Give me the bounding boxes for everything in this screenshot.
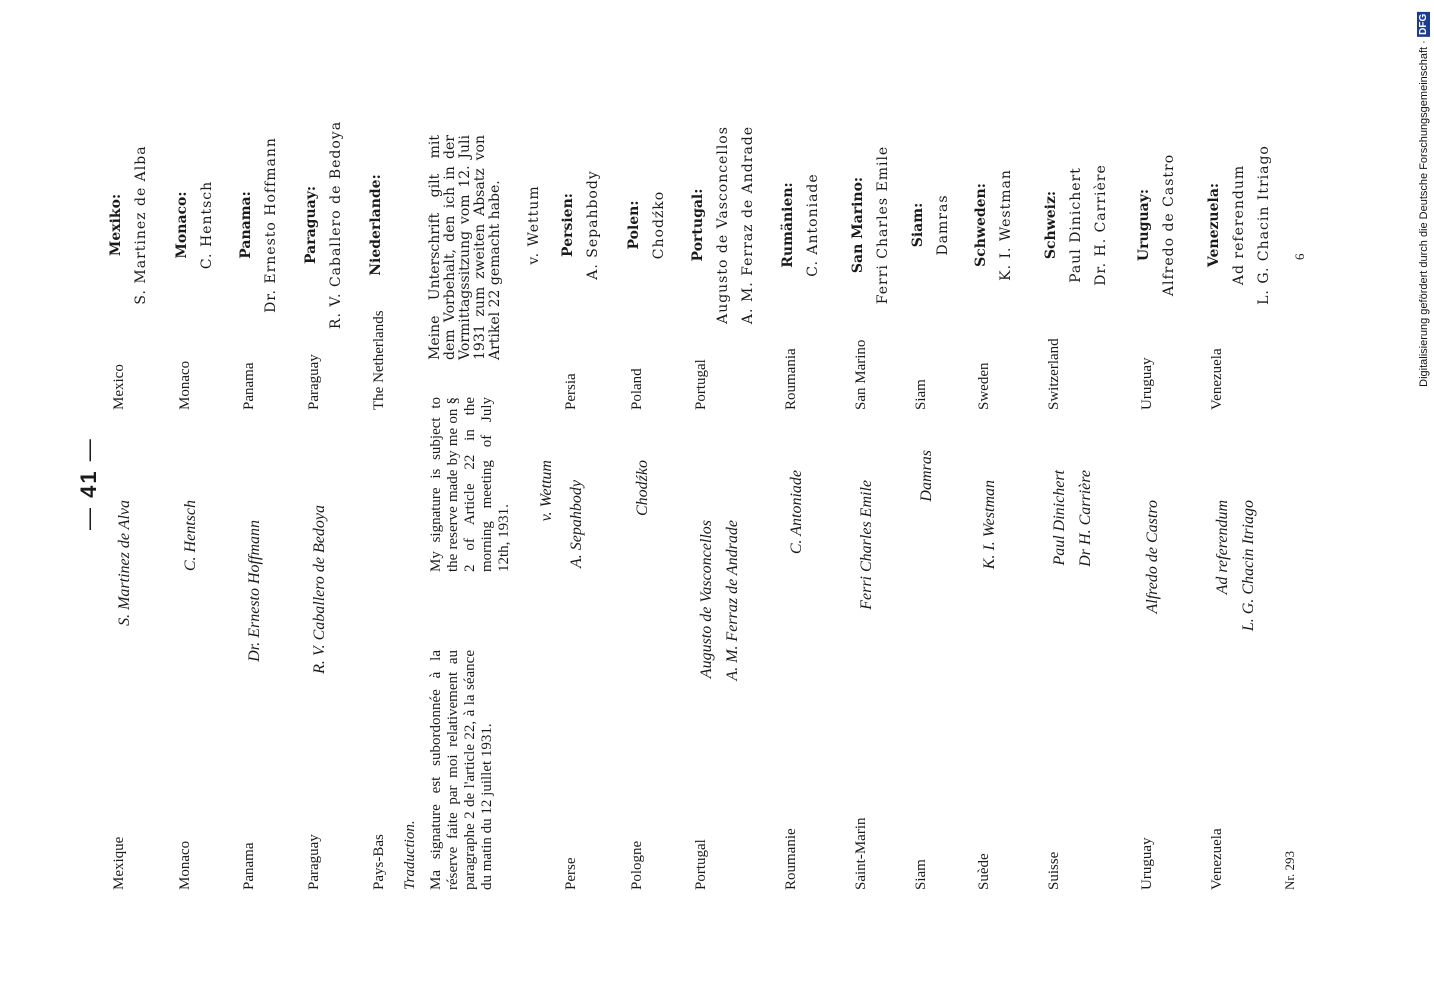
signature-name-de: L. G. Chacin Itriago xyxy=(1256,145,1272,305)
country-fr: Roumanie xyxy=(783,828,799,890)
country-fr: Suède xyxy=(976,853,992,890)
country-fr: Pays-Bas xyxy=(371,834,387,890)
footer-nr: Nr. 293 xyxy=(1282,851,1297,890)
funding-note xyxy=(1417,8,1430,387)
country-de: Portugal: xyxy=(690,188,706,262)
signature-name: R. V. Caballero de Bedoya xyxy=(311,505,328,674)
country-fr: Panama xyxy=(241,842,257,890)
german-column-entry xyxy=(170,120,220,330)
country-en: Portugal xyxy=(693,359,709,410)
country-fr: Venezuela xyxy=(1209,828,1225,890)
signature-name-de: S. Martinez de Alba xyxy=(133,145,149,305)
signature-name-de: Paul Dinichert xyxy=(1068,167,1084,283)
signature-name: C. Hentsch xyxy=(182,500,199,572)
country-de: Siam: xyxy=(910,202,926,248)
country-fr: Portugal xyxy=(693,839,709,890)
country-fr: Perse xyxy=(563,857,579,890)
signature-name-de: v. Wettum xyxy=(526,185,542,265)
signature-name: A. M. Ferraz de Andrade xyxy=(724,520,741,681)
country-de: Schweden: xyxy=(973,183,989,267)
signature-name: Dr. Ernesto Hoffmann xyxy=(246,520,263,662)
german-column-entry xyxy=(234,120,284,330)
country-en: Roumania xyxy=(783,348,799,410)
country-en: Monaco xyxy=(177,360,193,410)
country-de: Schweiz: xyxy=(1043,190,1059,260)
signature-name-de: A. M. Ferraz de Andrade xyxy=(740,125,756,325)
country-de: Venezuela: xyxy=(1206,182,1222,268)
country-en: Panama xyxy=(241,362,257,410)
signature-name-de: Ad referendum xyxy=(1231,164,1247,286)
signature-name: Ad referendum xyxy=(1214,500,1231,595)
signature-name: Ferri Charles Emile xyxy=(858,480,875,610)
german-column-entry xyxy=(522,120,547,330)
country-de: Uruguay: xyxy=(1136,188,1152,262)
country-de: Paraguay: xyxy=(303,186,319,265)
translation-de: Meine Unterschrift gilt mit dem Vorbehalt, den ich in der Vormittagssitzung vom 12. Juli 1931 zum zweiten Absatz von Artikel 22 gemacht habe. xyxy=(427,135,503,360)
country-fr: Monaco xyxy=(177,840,193,890)
german-column-entry xyxy=(969,120,1019,330)
signature-name: Augusto de Vasconcellos xyxy=(698,520,715,679)
signature-name: Dr H. Carrière xyxy=(1077,470,1094,567)
signature-name: Chodźko xyxy=(634,460,651,516)
german-column-entry xyxy=(299,120,349,330)
country-en: Persia xyxy=(563,373,579,410)
signature-name: L. G. Chacin Itriago xyxy=(1240,500,1257,632)
signature-name: v. Wettum xyxy=(538,460,555,522)
german-column-entry xyxy=(846,120,896,330)
german-column-entry xyxy=(1202,120,1277,330)
signature-name: Alfredo de Castro xyxy=(1144,500,1161,614)
signature-name-de: A. Sepahbody xyxy=(585,170,601,280)
country-en: The Netherlands xyxy=(371,310,387,410)
translation-label: Traduction. xyxy=(402,820,418,890)
page-number: — 41 — xyxy=(76,437,102,530)
signature-name-de: Augusto de Vasconcellos xyxy=(715,126,731,324)
country-de: Rumänien: xyxy=(780,182,796,268)
signature-name: A. Sepahbody xyxy=(568,480,585,568)
country-fr: Suisse xyxy=(1046,851,1062,890)
country-en: San Marino xyxy=(853,339,869,410)
country-de: San Marino: xyxy=(850,176,866,274)
signature-name-de: Ferri Charles Emile xyxy=(875,145,891,305)
translation-fr: Ma signature est subordonnée à la réserve faite par moi relativement au paragraphe 2 de l'article 22, à la séance du matin du 12 juillet 1931. xyxy=(428,650,495,890)
country-de: Mexiko: xyxy=(108,193,124,257)
german-column-entry xyxy=(686,120,761,330)
country-fr: Saint-Marin xyxy=(853,817,869,890)
country-en: Venezuela xyxy=(1209,348,1225,410)
country-en: Uruguay xyxy=(1139,357,1155,410)
country-de: Monaco: xyxy=(174,191,190,259)
signature-name: S. Martinez de Alva xyxy=(116,500,133,626)
country-de: Polen: xyxy=(626,200,642,250)
signature-name-de: C. Antoniade xyxy=(805,173,821,277)
german-column-entry xyxy=(364,120,389,330)
signature-name-de: Damras xyxy=(935,194,951,256)
signature-name: Damras xyxy=(918,450,935,502)
country-fr: Uruguay xyxy=(1139,837,1155,890)
funding-text: Digitalisierung gefördert durch die Deutsche Forschungsgemeinschaft · xyxy=(1418,40,1430,387)
translation-en: My signature is subject to the reserve made by me on § 2 of Article 22 in the morning meeting of July 12th, 1931. xyxy=(428,397,512,572)
signature-name-de: Dr. Ernesto Hoffmann xyxy=(263,137,279,313)
country-fr: Paraguay xyxy=(306,834,322,890)
german-column-entry xyxy=(556,120,606,330)
country-fr: Mexique xyxy=(111,836,127,890)
country-de: Persien: xyxy=(560,193,576,257)
signature-name: C. Antoniade xyxy=(788,470,805,555)
country-en: Poland xyxy=(629,368,645,410)
german-column-entry xyxy=(1039,120,1114,330)
signature-name-de: R. V. Caballero de Bedoya xyxy=(328,120,344,330)
footer-sheet: 6 xyxy=(1292,253,1307,260)
country-fr: Siam xyxy=(913,859,929,890)
dfg-logo: DFG xyxy=(1418,14,1429,36)
signature-name-de: Chodźko xyxy=(651,190,667,260)
signature-name-de: K. I. Westman xyxy=(998,169,1014,281)
signature-name-de: Dr. H. Carrière xyxy=(1093,164,1109,286)
signature-name: K. I. Westman xyxy=(981,480,998,570)
country-en: Siam xyxy=(913,379,929,410)
country-en: Mexico xyxy=(111,364,127,410)
signature-name-de: Alfredo de Castro xyxy=(1161,153,1177,297)
german-column-entry xyxy=(622,120,672,330)
signature-name: Paul Dinichert xyxy=(1051,470,1068,566)
signature-name-de: C. Hentsch xyxy=(199,180,215,270)
german-column-entry xyxy=(104,120,154,330)
country-en: Switzerland xyxy=(1046,338,1062,410)
german-column-entry xyxy=(1132,120,1182,330)
country-en: Sweden xyxy=(976,362,992,410)
country-de: Niederlande: xyxy=(368,174,384,276)
country-fr: Pologne xyxy=(629,840,645,890)
german-column-entry xyxy=(776,120,826,330)
country-en: Paraguay xyxy=(306,354,322,410)
german-column-entry xyxy=(906,120,956,330)
country-de: Panama: xyxy=(238,191,254,259)
